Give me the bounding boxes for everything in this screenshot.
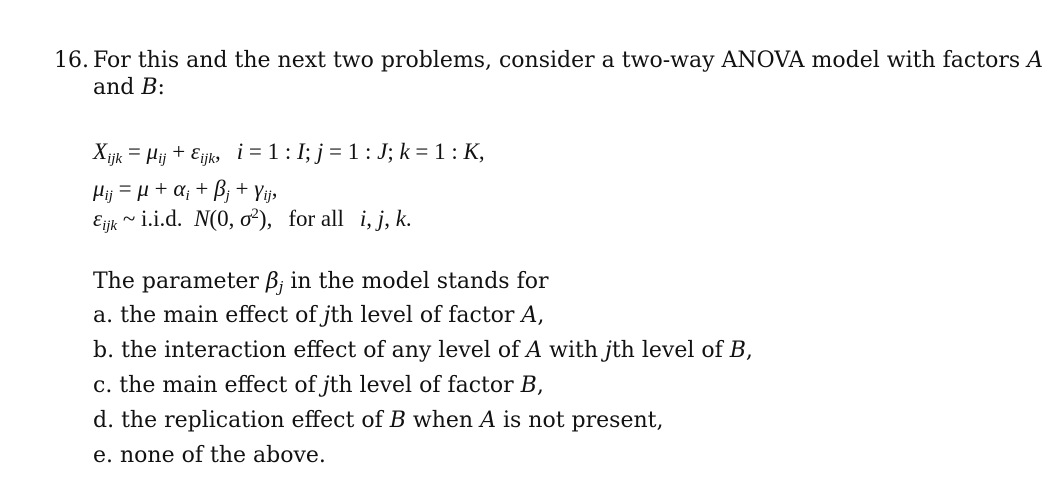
model-equation-2: $\mu_{ij} = \mu + \alpha_i + \beta_j + \gamma_{ij}$, — [93, 176, 278, 204]
option-d: d. the replication effect of B when A is not present, — [93, 408, 664, 433]
problem-intro-line-2: and B: — [93, 75, 165, 100]
option-a: a. the main effect of jth level of factor A, — [93, 303, 545, 328]
problem-intro-line-1: For this and the next two problems, consider a two-way ANOVA model with factors A — [93, 48, 1043, 73]
problem-number: 16. — [54, 48, 89, 73]
model-equation-3: $\varepsilon_{ijk}$ ~ i.i.d. N(0, $\sigma^2$), for all i, j, k. — [93, 206, 412, 234]
option-e: e. none of the above. — [93, 443, 326, 468]
option-c: c. the main effect of jth level of factor B, — [93, 373, 544, 398]
question-prompt: The parameter $\beta_j$ in the model stands for — [93, 269, 549, 296]
option-b: b. the interaction effect of any level of A with jth level of B, — [93, 338, 753, 363]
model-equation-1: $X_{ijk} = \mu_{ij} + \varepsilon_{ijk}$, i = 1 : I; j = 1 : J; k = 1 : K, — [93, 139, 485, 167]
